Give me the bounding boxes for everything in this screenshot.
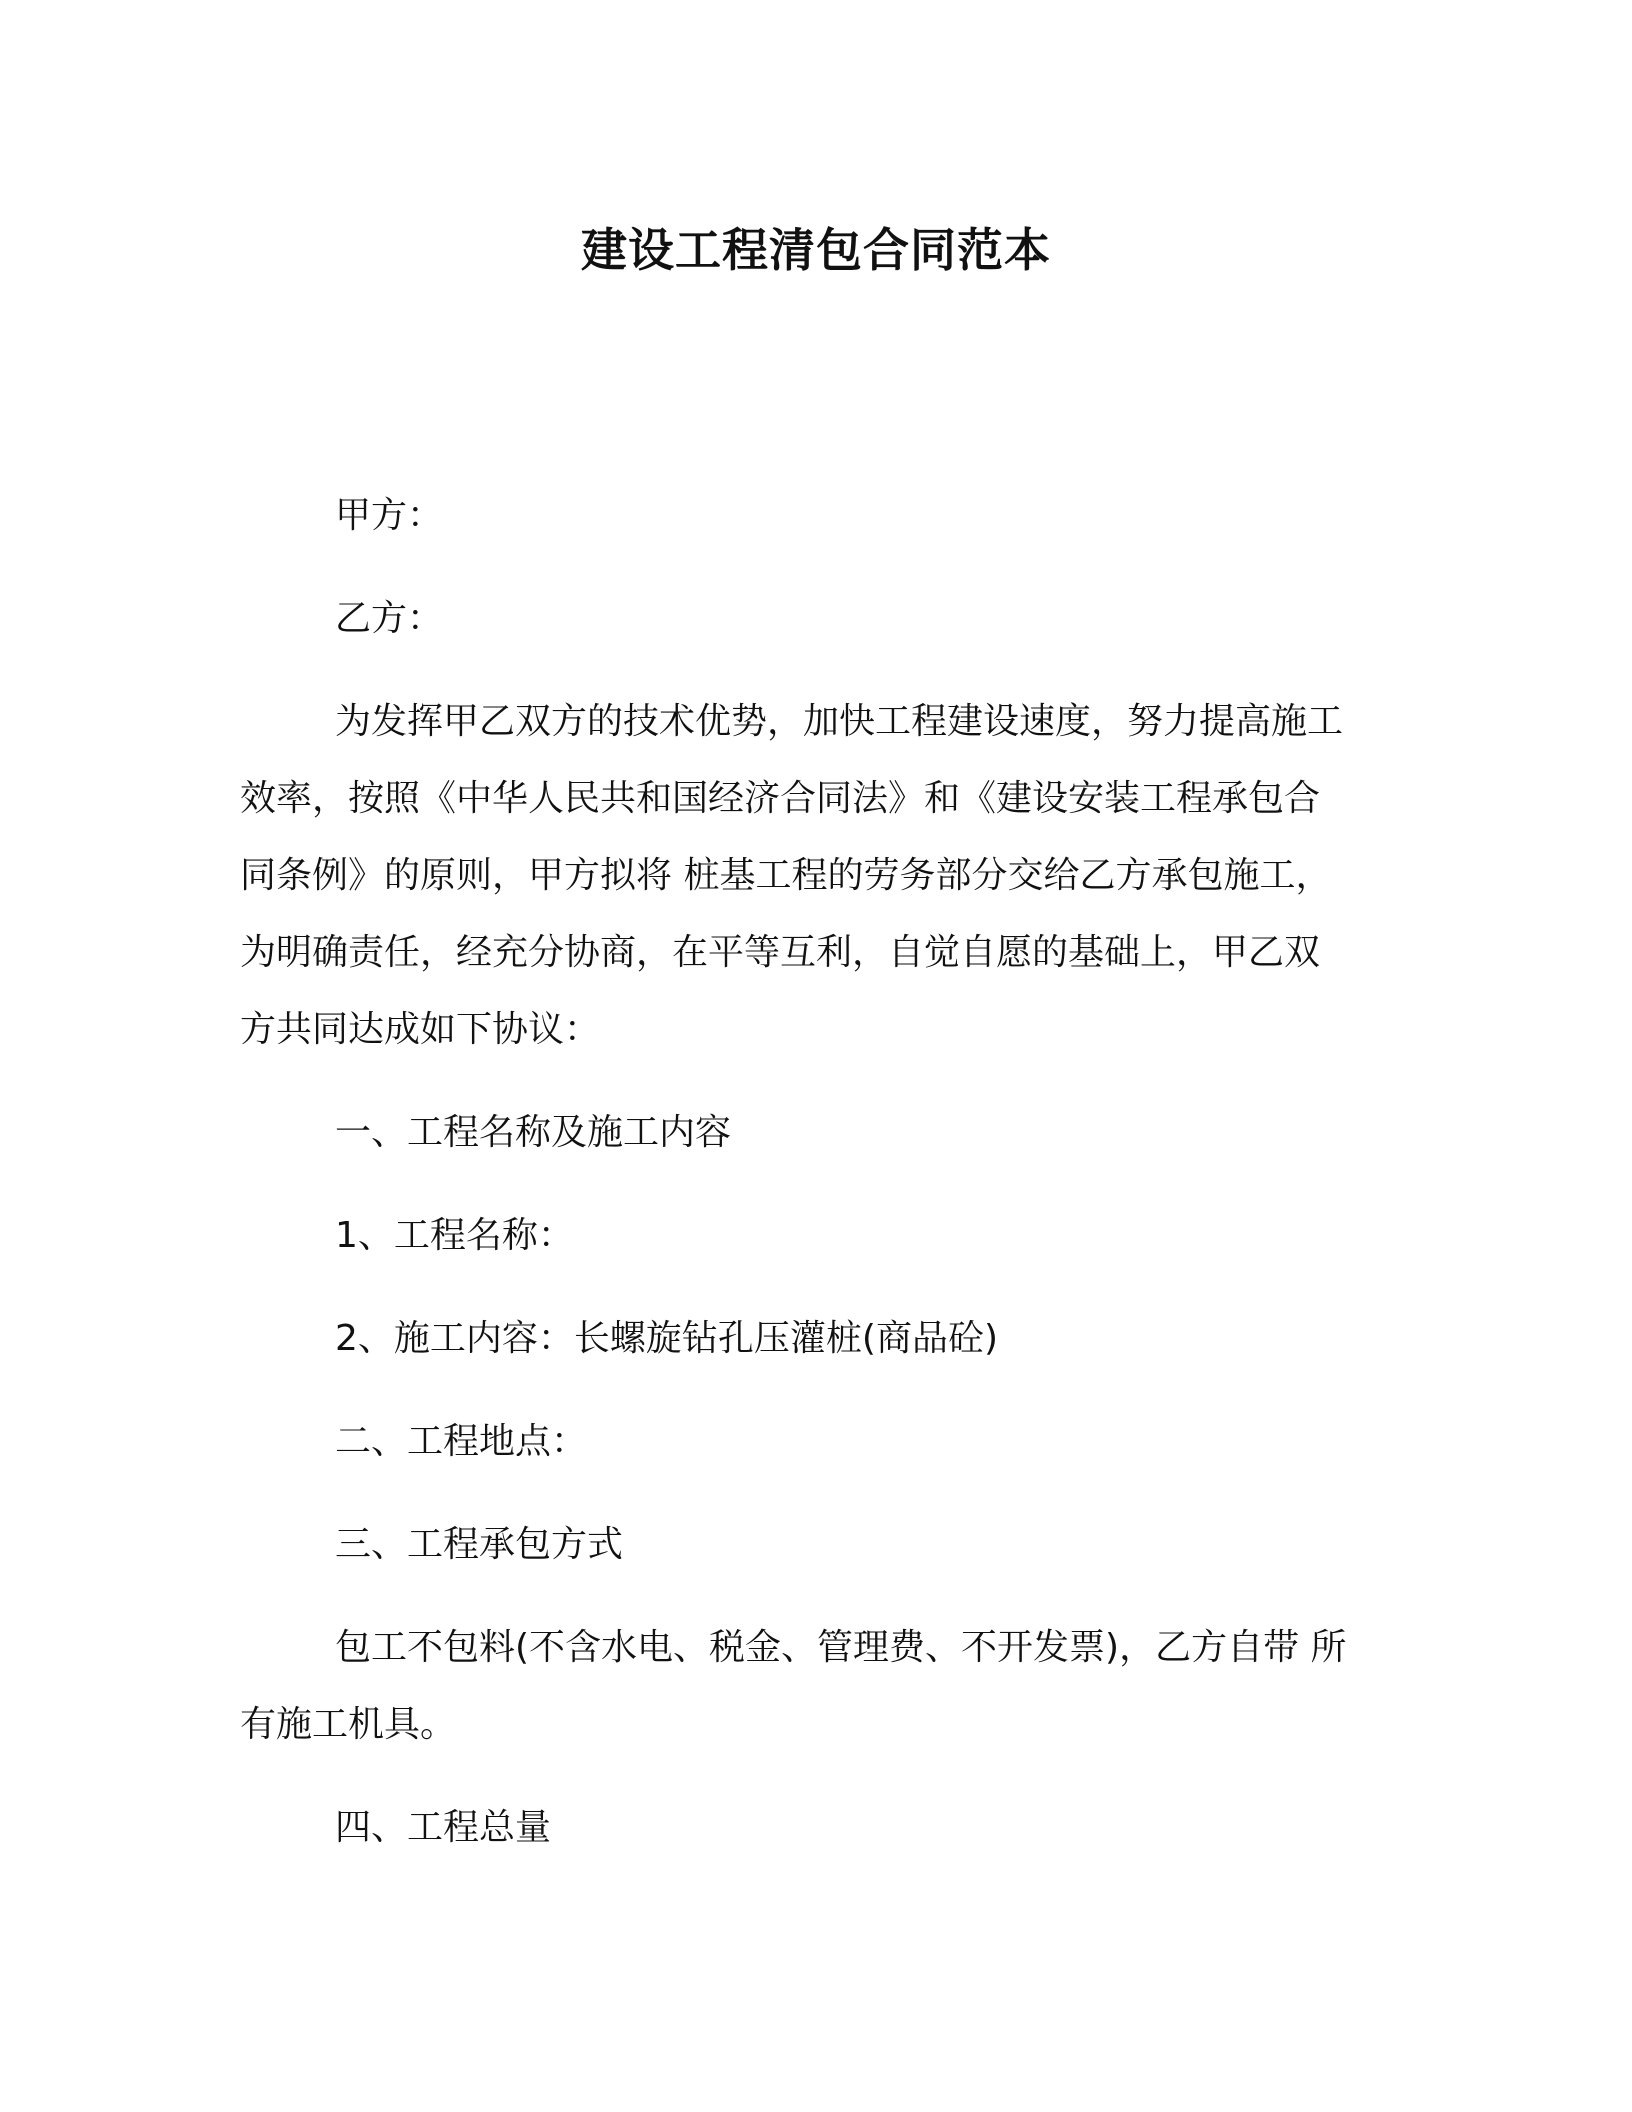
- intro-line-4: 为明确责任，经充分协商，在平等互利，自觉自愿的基础上，甲乙双: [240, 932, 1321, 973]
- intro-line-3: 同条例》的原则，甲方拟将 桩基工程的劳务部分交给乙方承包施工，: [240, 855, 1332, 896]
- intro-line-5: 方共同达成如下协议：: [240, 1009, 601, 1050]
- section-4-heading: 四、工程总量: [335, 1807, 552, 1848]
- section-3-heading: 三、工程承包方式: [335, 1524, 624, 1565]
- contract-method-line-2: 有施工机具。: [240, 1704, 457, 1745]
- section-1-heading: 一、工程名称及施工内容: [335, 1112, 732, 1153]
- document-title: 建设工程清包合同范本: [581, 223, 1051, 277]
- item-2-work-content: 2、施工内容：长螺旋钻孔压灌桩(商品砼): [335, 1318, 998, 1359]
- party-b-label: 乙方：: [335, 598, 444, 639]
- party-a-label: 甲方：: [335, 495, 444, 536]
- contract-method-line-1: 包工不包料(不含水电、税金、管理费、不开发票)，乙方自带 所: [335, 1627, 1347, 1668]
- intro-line-1: 为发挥甲乙双方的技术优势，加快工程建设速度，努力提高施工: [335, 701, 1344, 742]
- item-1-project-name: 1、工程名称：: [335, 1215, 574, 1256]
- intro-line-2: 效率，按照《中华人民共和国经济合同法》和《建设安装工程承包合: [240, 778, 1321, 819]
- section-2-heading: 二、工程地点：: [335, 1421, 588, 1462]
